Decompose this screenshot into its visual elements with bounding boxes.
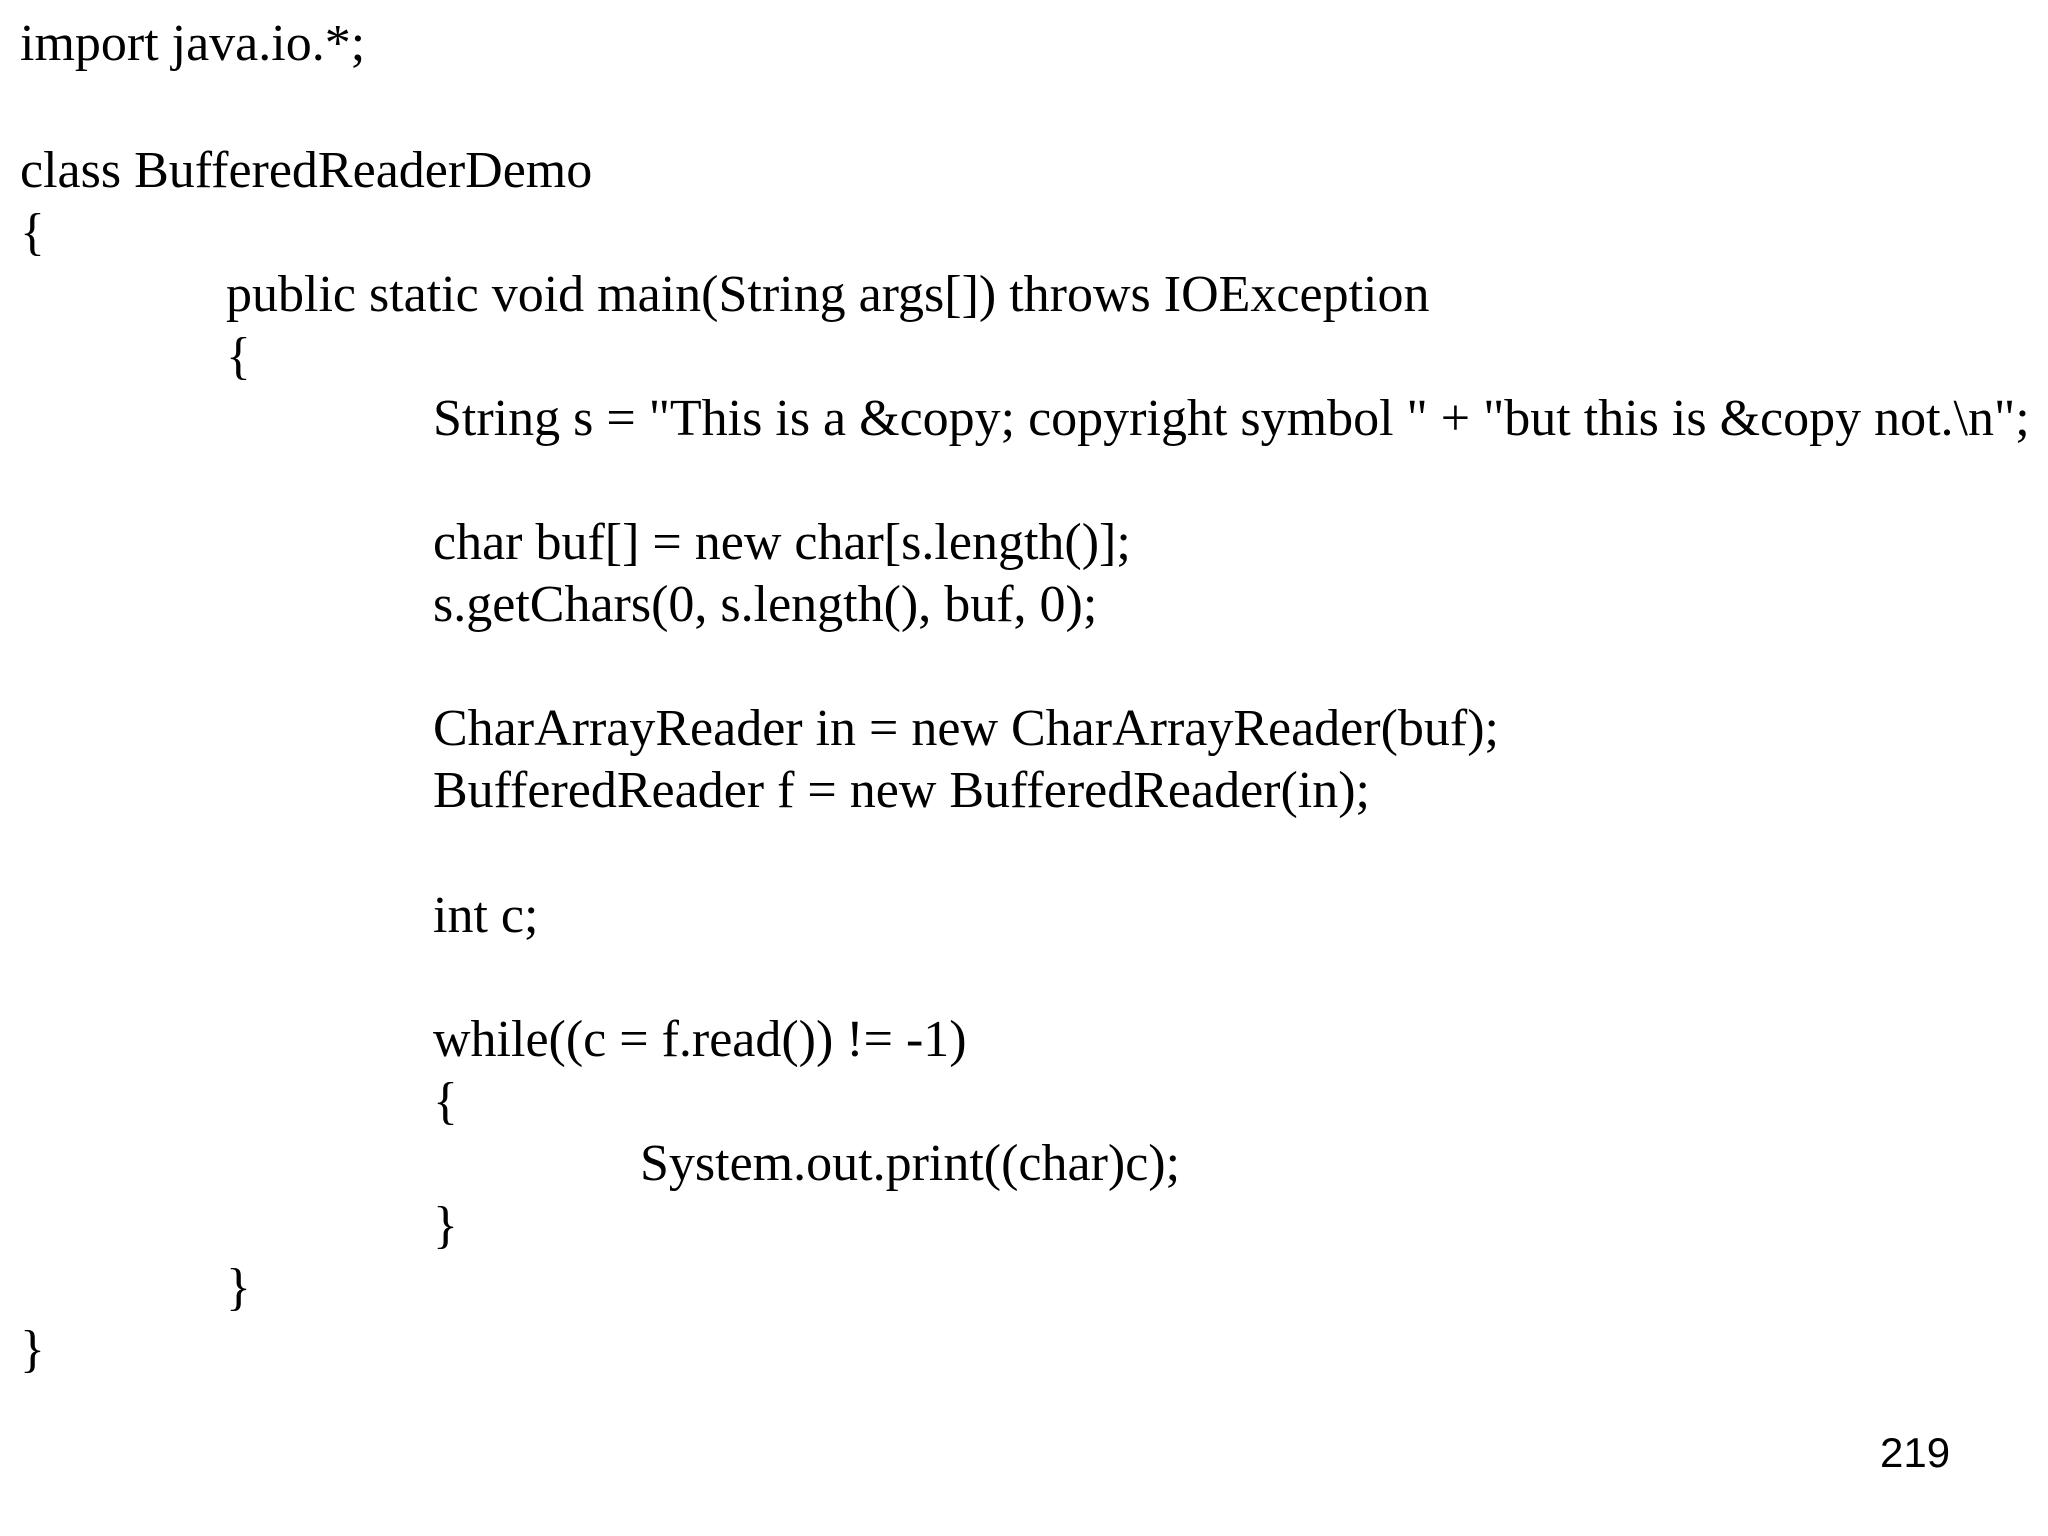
code-line-class-close-brace: } [20,1321,45,1378]
code-line-buffered-reader: BufferedReader f = new BufferedReader(in); [433,762,1370,819]
code-line-int-declaration: int c; [433,887,539,944]
page-number: 219 [1880,1429,1951,1476]
code-line-class-open-brace: { [20,204,45,261]
code-line-class-declaration: class BufferedReaderDemo [20,142,593,199]
code-line-main-open-brace: { [226,328,251,385]
code-line-string-assignment: String s = "This is a &copy; copyright symbol " + "but this is &copy not.\n"; [433,390,2030,447]
code-line-print-statement: System.out.print((char)c); [640,1135,1181,1192]
code-line-main-signature: public static void main(String args[]) throws IOException [226,266,1430,323]
code-line-while-open-brace: { [433,1073,458,1130]
code-line-char-array-reader: CharArrayReader in = new CharArrayReader(buf); [433,700,1499,757]
code-line-while-close-brace: } [433,1197,458,1254]
code-line-import: import java.io.*; [20,15,366,72]
code-line-char-buffer: char buf[] = new char[s.length()]; [433,514,1131,571]
code-line-get-chars: s.getChars(0, s.length(), buf, 0); [433,576,1098,633]
code-line-main-close-brace: } [226,1259,251,1316]
code-line-while-loop: while((c = f.read()) != -1) [433,1011,967,1068]
